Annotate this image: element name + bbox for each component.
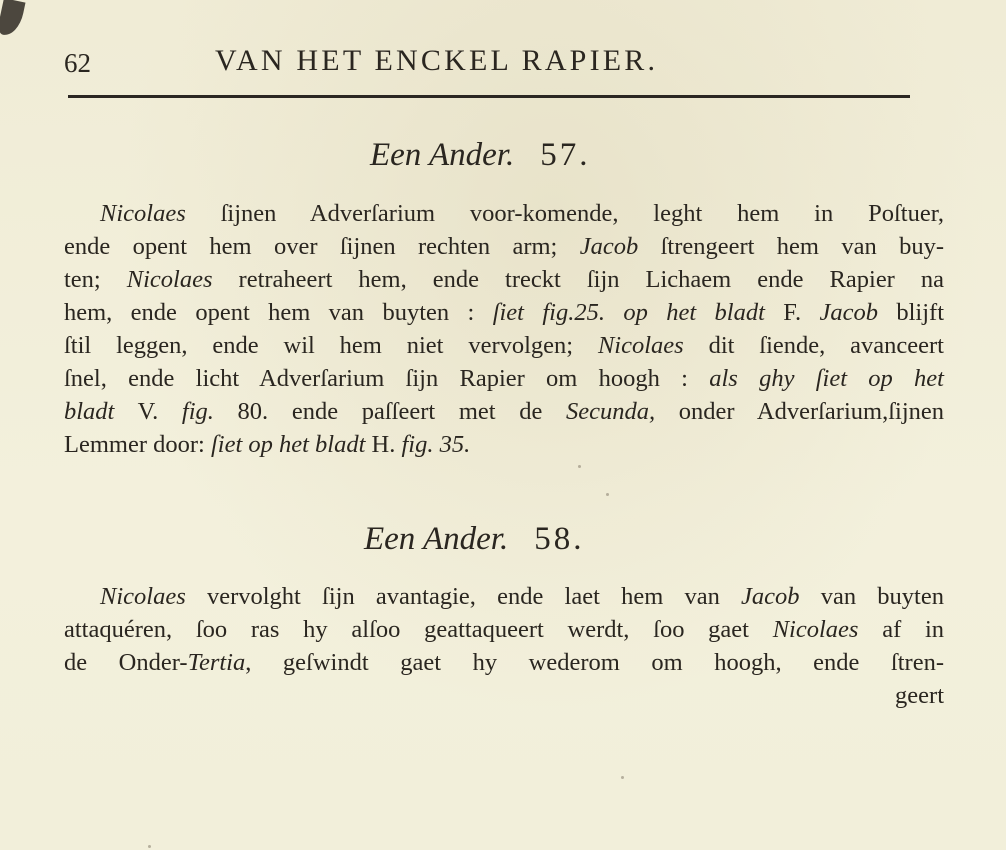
paragraph-57 bbox=[64, 197, 944, 461]
text-line bbox=[64, 613, 944, 646]
roman-text: attaquéren, ſoo ras hy alſoo geattaqueert werdt, ſoo gaet bbox=[64, 616, 773, 643]
roman-text: V. bbox=[114, 398, 182, 425]
running-head: VAN HET ENCKEL RAPIER. bbox=[215, 44, 659, 77]
roman-text: ſnel, ende licht Adverſarium ſijn Rapier om hoogh : bbox=[64, 365, 710, 392]
roman-text: dit ſiende, avanceert bbox=[683, 332, 944, 359]
text-line bbox=[64, 362, 944, 395]
italic-text: ſiet op het bladt bbox=[210, 431, 366, 458]
roman-text: af in bbox=[858, 616, 944, 643]
text-line bbox=[64, 679, 944, 712]
italic-text: Jacob bbox=[579, 233, 639, 260]
text-line bbox=[64, 197, 944, 230]
italic-text: ſiet fig.25. op het bladt bbox=[492, 299, 765, 326]
roman-text: ſtrengeert hem van buy- bbox=[638, 233, 944, 260]
italic-text: Jacob bbox=[819, 299, 878, 326]
text-line bbox=[64, 230, 944, 263]
italic-text: Jacob bbox=[741, 583, 800, 610]
roman-text: ſtil leggen, ende wil hem niet vervolgen; bbox=[64, 332, 598, 359]
roman-text: H. bbox=[365, 431, 402, 458]
roman-text: ende opent hem over ſijnen rechten arm; bbox=[64, 233, 580, 260]
text-line bbox=[64, 329, 944, 362]
roman-text: geert bbox=[895, 682, 944, 709]
roman-text: vervolght ſijn avantagie, ende laet hem van bbox=[185, 583, 742, 610]
italic-text: Nicolaes bbox=[772, 616, 859, 643]
italic-text: fig. bbox=[181, 398, 214, 425]
italic-text: Nicolaes bbox=[100, 200, 186, 227]
roman-text: ſijnen Adverſarium voor-komende, leght hem in Poſtuer, bbox=[185, 200, 944, 227]
page-number: 62 bbox=[64, 48, 91, 78]
roman-text: hem, ende opent hem van buyten : bbox=[64, 299, 493, 326]
roman-text: onder Adverſarium,ſijnen bbox=[655, 398, 944, 425]
paper-speck bbox=[621, 776, 624, 779]
text-line bbox=[64, 395, 944, 428]
roman-text: Lemmer door: bbox=[64, 431, 211, 458]
roman-text: blijft bbox=[877, 299, 945, 326]
page-header bbox=[64, 44, 914, 84]
roman-text: retraheert hem, ende treckt ſijn Lichaem ende Rapier na bbox=[212, 266, 944, 293]
section-number: 58. bbox=[534, 521, 585, 557]
italic-text: Nicolaes bbox=[126, 266, 213, 293]
section-title-text: Een Ander. bbox=[370, 137, 515, 173]
italic-text: Secunda, bbox=[566, 398, 656, 425]
section-title-58 bbox=[364, 521, 584, 558]
italic-text: bladt bbox=[64, 398, 115, 425]
paper-speck bbox=[606, 493, 609, 496]
roman-text: ten; bbox=[64, 266, 127, 293]
text-line bbox=[64, 428, 944, 461]
text-line bbox=[64, 580, 944, 613]
italic-text: als ghy ſiet op het bbox=[709, 365, 944, 392]
roman-text: 80. ende paſſeert met de bbox=[213, 398, 567, 425]
section-title-57 bbox=[370, 137, 590, 174]
roman-text: van buyten bbox=[799, 583, 944, 610]
italic-text: Nicolaes bbox=[597, 332, 684, 359]
header-rule bbox=[68, 95, 910, 98]
text-line bbox=[64, 646, 944, 679]
paragraph-58 bbox=[64, 580, 944, 712]
roman-text: F. bbox=[764, 299, 820, 326]
section-title-text: Een Ander. bbox=[364, 521, 509, 557]
roman-text: de Onder- bbox=[64, 649, 188, 676]
section-number: 57. bbox=[540, 137, 591, 173]
italic-text: fig. 35. bbox=[401, 431, 471, 458]
text-line bbox=[64, 263, 944, 296]
italic-text: Nicolaes bbox=[100, 583, 186, 610]
paper-speck bbox=[578, 465, 581, 468]
italic-text: Tertia bbox=[187, 649, 246, 676]
text-line bbox=[64, 296, 944, 329]
ink-blot bbox=[0, 0, 26, 38]
roman-text: , geſwindt gaet hy wederom om hoogh, ende ſtren- bbox=[245, 649, 944, 676]
paper-speck bbox=[148, 845, 151, 848]
